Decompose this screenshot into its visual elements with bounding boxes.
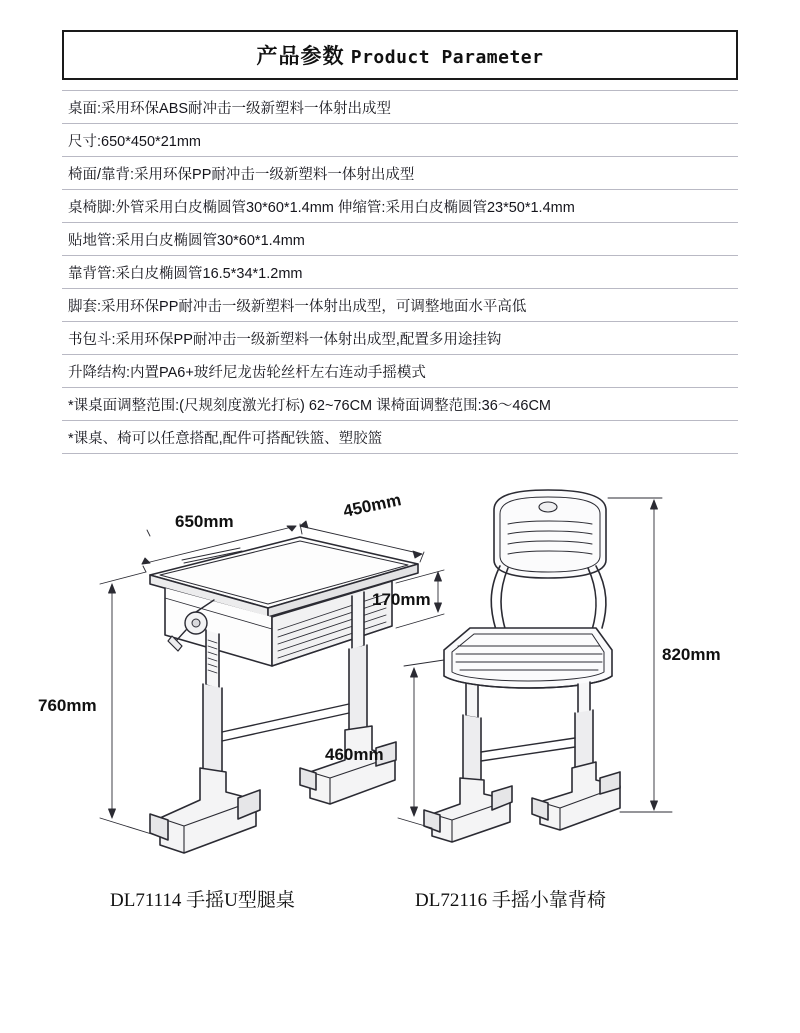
dim-desk-width: 650mm: [175, 512, 234, 531]
spec-row: *课桌、椅可以任意搭配,配件可搭配铁篮、塑胶篮: [62, 421, 738, 454]
caption-desk: DL71114 手摇U型腿桌: [110, 890, 295, 911]
page-title: [257, 40, 544, 70]
page-title-en: Product Parameter: [350, 47, 544, 68]
chair-illustration: [424, 490, 620, 842]
spec-row: 尺寸:650*450*21mm: [62, 124, 738, 157]
spec-row: 桌椅脚:外管采用白皮椭圆管30*60*1.4mm 伸缩管:采用白皮椭圆管23*50*1.4mm: [62, 190, 738, 223]
product-parameter-table: [62, 30, 738, 454]
spec-row-list: [62, 90, 738, 454]
spec-row: *课桌面调整范围:(尺规刻度激光打标) 62~76CM 课椅面调整范围:36～46CM: [62, 388, 738, 421]
dim-chair-height: 820mm: [662, 645, 721, 664]
dim-desk-depth: 450mm: [341, 490, 403, 521]
spec-row: 贴地管:采用白皮椭圆管30*60*1.4mm: [62, 223, 738, 256]
spec-row: 桌面:采用环保ABS耐冲击一级新塑料一体射出成型: [62, 91, 738, 124]
dim-drawer-height: 170mm: [372, 590, 431, 609]
spec-title-box: [62, 30, 738, 80]
spec-row: 靠背管:采白皮椭圆管16.5*34*1.2mm: [62, 256, 738, 289]
spec-row: 椅面/靠背:采用环保PP耐冲击一级新塑料一体射出成型: [62, 157, 738, 190]
spec-row: 书包斗:采用环保PP耐冲击一级新塑料一体射出成型,配置多用途挂钩: [62, 322, 738, 355]
drawing-svg: [0, 480, 800, 950]
dim-seat-height: 460mm: [325, 745, 384, 764]
desk-illustration: [150, 537, 418, 853]
dim-desk-height: 760mm: [38, 696, 97, 715]
caption-chair: DL72116 手摇小靠背椅: [415, 890, 606, 911]
spec-row: 脚套:采用环保PP耐冲击一级新塑料一体射出成型，可调整地面水平高低: [62, 289, 738, 322]
spec-row: 升降结构:内置PA6+玻纤尼龙齿轮丝杆左右连动手摇模式: [62, 355, 738, 388]
page-title-cn: 产品参数: [256, 44, 345, 68]
product-technical-drawing: [0, 480, 800, 950]
